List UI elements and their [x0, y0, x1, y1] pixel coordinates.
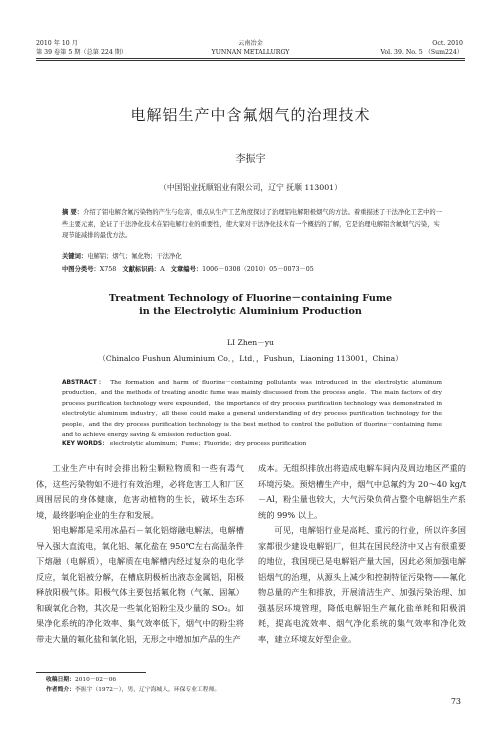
abstract-en-text: The formation and harm of fluorine－containing pollutants was introduced in the electrolytic aluminum production，and the methods of treating anodic fume was mainly discussed from the process angle．The main factors of dry process purification technology were expounded，the importance of dry process purification technology was demonstrated in electrolytic aluminum industry，all these could make a general understanding of dry process purification technology for the people，and the dry process purification technology is the best method to control the pollution of fluorine－containing fume and to achieve energy saving & emission reduction goal． — [62, 380, 443, 439]
page-number: 73 — [450, 697, 461, 706]
footnote-author — [46, 686, 220, 695]
footnote-received — [46, 676, 116, 685]
abstract-en — [62, 378, 442, 440]
paper-title-en-line1: Treatment Technology of Fluorine－containing Fume — [108, 293, 393, 304]
header-date: 2010 年 10 月 — [36, 40, 78, 47]
header-volume-en: Vol. 39. No. 5 （Sum224） — [380, 48, 463, 56]
footnote-rule — [36, 672, 146, 673]
clc-label: 中图分类号： — [62, 266, 100, 273]
journal-name-cn: 云南冶金 — [238, 40, 263, 47]
article-no-value: 1006－0308（2010）05－0073－05 — [202, 266, 314, 273]
header-volume: 第 39 卷第 5 期（总第 224 期） — [36, 48, 128, 56]
paper-title-cn: 电解铝生产中含氟烟气的治理技术 — [130, 106, 371, 124]
affiliation-en: （Chinalco Fushun Aluminium Co．，Ltd．，Fushun，Liaoning 113001，China） — [98, 354, 403, 363]
clc-value: X758 — [99, 266, 117, 273]
classification-cn — [62, 264, 442, 276]
abstract-cn-text: 介绍了铝电解含氟污染物的产生与危害，重点从生产工艺角度探讨了治理铝电解阳极烟气的方法。着重描述了干法净化工艺中的一些主要元素，论证了干法净化技术在铝电解行业的重要性，使大家对干法净化技术有一个概括的了解，它是治理电解铝含氟烟气污染，实现节能减排的最优方法。 — [62, 209, 443, 239]
journal-date-issue-en — [381, 40, 464, 57]
author-bio-label: 作者简介： — [46, 687, 75, 693]
abstract-cn — [62, 207, 442, 242]
abstract-en-label: ABSTRACT： — [62, 380, 107, 386]
keywords-cn-text: 电解铝；烟气；氟化物；干法净化 — [87, 253, 182, 260]
author-en: LI Zhen－yu — [227, 338, 274, 347]
paper-title-en-line2: in the Electrolytic Aluminium Production — [139, 306, 362, 317]
affiliation-cn: （中国铝业抚顺铝业有限公司，辽宁 抚顺 113001） — [159, 183, 342, 192]
doc-code-label: 文献标识码： — [122, 266, 161, 273]
body-paragraph: 工业生产中有时会排出粉尘颗粒物质和一些有毒气体，这些污染物如不进行有效治理，必将危害工人和厂区周围居民的身体健康，危害动植物的生长，破坏生态环境，最终影响企业的生存和发展。 — [36, 463, 244, 520]
author-cn: 李振宇 — [235, 154, 266, 165]
body-paragraph: 成本。无组织排放出将造成电解车间内及周边地区严重的环境污染。预焙槽生产中，烟气中总氟约为 20～40 kg/t－Al，粉尘量也较大，大气污染负荷占整个电解铝生产系统的 99% 以上。 — [258, 463, 466, 520]
journal-name-en: YUNNAN METALLURGY — [211, 48, 290, 56]
keywords-en — [62, 438, 442, 447]
received-label: 收稿日期： — [46, 677, 75, 683]
keywords-cn — [62, 251, 442, 263]
keywords-cn-label: 关键词： — [62, 253, 88, 260]
header-rule-secondary — [36, 60, 465, 61]
received-date: 2010－02－06 — [75, 677, 117, 683]
keywords-en-text: electrolytic aluminum；Fume；Fluoride；dry process purification — [109, 441, 307, 447]
body-column-left — [36, 461, 244, 647]
body-paragraph: 铝电解都是采用冰晶石－氧化铝熔融电解法，电解槽导入强大直流电，氧化铝、氟化盐在 950℃左右高温条件下熔融（电解质），电解质在电解槽内经过复杂的电化学反应，氧化铝被分解，在槽底阴极析出液态金属铝，阳极释放阳极气体。阳极气体主要包括氟化物（气氟、固氟）和碳氧化合物，其次是一些氧化铝粉尘及少量的 SO₂。如果净化系统的净化效率、集气效率低下，烟气中的粉尘将带走大量的氟化盐和氧化铝，无形之中增加加产品的生产 — [36, 525, 244, 644]
article-no-label: 文章编号： — [170, 266, 203, 273]
author-bio: 李振宇（1972－），男，辽宁海城人，环保专业工程师。 — [75, 687, 221, 693]
header-rule — [36, 58, 465, 59]
body-column-right — [258, 461, 466, 647]
header-date-en: Oct. 2010 — [432, 40, 463, 47]
body-paragraph: 可见，电解铝行业是高耗、重污的行业，所以许多国家都很少建设电解铝厂，但其在国民经济中又占有很重要的地位，我国现已是电解铝产量大国，因此必须加强电解铝烟气的治理，从源头上减少和控制特征污染物——氟化物总量的产生和排放，开展清洁生产、加强污染治理、加强基层环境管理，降低电解铝生产氟化盐单耗和阳极消耗，提高电流效率、烟气净化系统的集气效率和净化效率，建立环境友好型企业。 — [258, 525, 466, 644]
doc-code-value: A — [160, 266, 165, 273]
keywords-en-label: KEY WORDS： — [62, 441, 108, 447]
abstract-cn-label: 摘 要： — [62, 209, 84, 216]
